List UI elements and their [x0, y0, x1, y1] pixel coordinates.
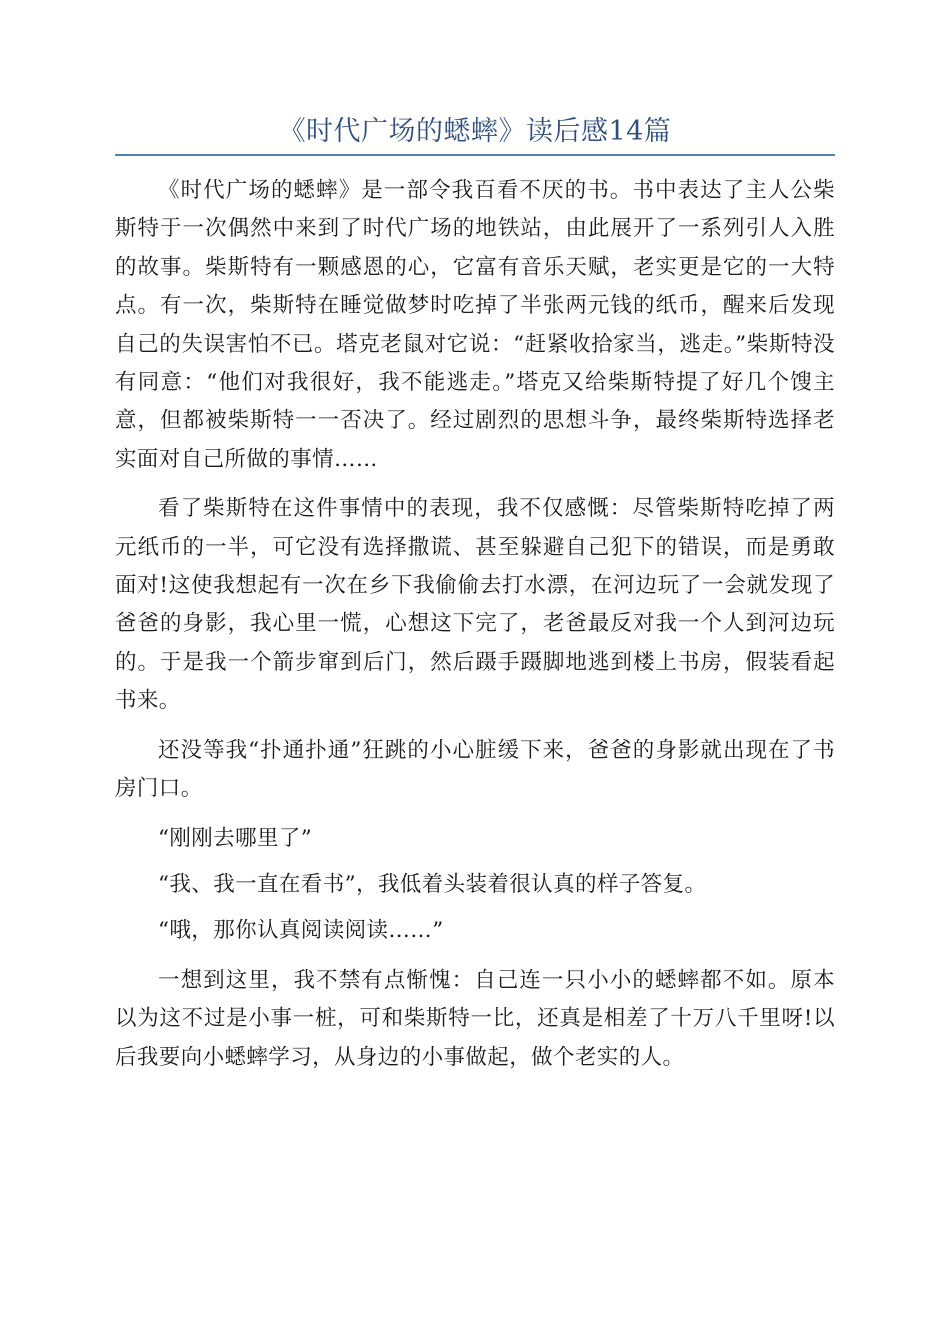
dialogue-line-2: “我、我一直在看书”，我低着头装着很认真的样子答复。: [158, 871, 707, 897]
paragraph-3: 还没等我“扑通扑通”狂跳的小心脏缓下来，爸爸的身影就出现在了书房门口。: [115, 737, 835, 802]
paragraph-1: 《时代广场的蟋蟀》是一部令我百看不厌的书。书中表达了主人公柴斯特于一次偶然中来到了时代广场的地铁站，由此展开了一系列引人入胜的故事。柴斯特有一颗感恩的心，它富有音乐天赋，老实更是它的一大特点。有一次，柴斯特在睡觉做梦时吃掉了半张两元钱的纸币，醒来后发现自己的失误害怕不已。塔克老鼠对它说：“赶紧收拾家当，逃走。”柴斯特没有同意：“他们对我很好，我不能逃走。”塔克又给柴斯特提了好几个馊主意，但都被柴斯特一一否决了。经过剧烈的思想斗争，最终柴斯特选择老实面对自己所做的事情……: [115, 178, 835, 472]
document-title: 《时代广场的蟋蟀》读后感14篇: [278, 116, 672, 147]
document-body: [115, 172, 835, 1077]
dialogue-line-3: “哦，那你认真阅读阅读……”: [158, 918, 444, 944]
paragraph-final: 一想到这里，我不禁有点惭愧：自己连一只小小的蟋蟀都不如。原本以为这不过是小事一桩，可和柴斯特一比，还真是相差了十万八千里呀!以后我要向小蟋蟀学习，从身边的小事做起，做个老实的人。: [115, 967, 835, 1070]
dialogue-line-1: “刚刚去哪里了”: [158, 825, 313, 851]
title-underline: [115, 154, 835, 156]
paragraph-2: 看了柴斯特在这件事情中的表现，我不仅感慨：尽管柴斯特吃掉了两元纸币的一半，可它没有选择撒谎、甚至躲避自己犯下的错误，而是勇敢面对!这使我想起有一次在乡下我偷偷去打水漂，在河边玩了一会就发现了爸爸的身影，我心里一慌，心想这下完了，老爸最反对我一个人到河边玩的。于是我一个箭步窜到后门，然后蹑手蹑脚地逃到楼上书房，假装看起书来。: [115, 496, 835, 714]
